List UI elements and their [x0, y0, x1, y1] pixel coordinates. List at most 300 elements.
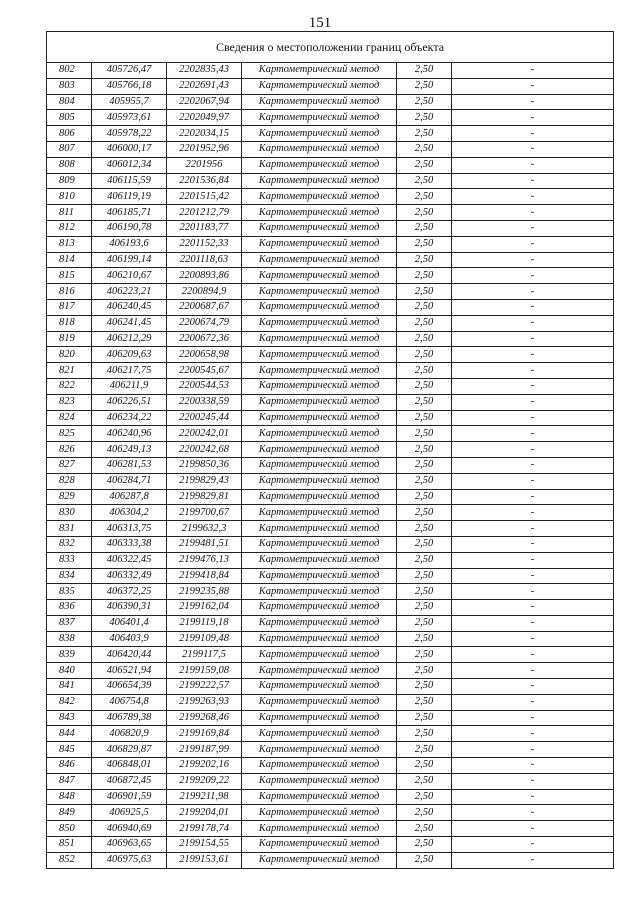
precision-cell: 2,50: [397, 236, 452, 252]
y-coordinate-cell: 2201952,96: [167, 141, 242, 157]
method-cell: Картометрический метод: [242, 536, 397, 552]
table-row: [47, 584, 614, 600]
point-number-cell: 807: [47, 141, 92, 157]
description-cell: -: [452, 220, 614, 236]
precision-cell: 2,50: [397, 726, 452, 742]
precision-cell: 2,50: [397, 94, 452, 110]
precision-cell: 2,50: [397, 710, 452, 726]
precision-cell: 2,50: [397, 552, 452, 568]
y-coordinate-cell: 2200245,44: [167, 410, 242, 426]
y-coordinate-cell: 2201152,33: [167, 236, 242, 252]
table-row: [47, 742, 614, 758]
description-cell: -: [452, 173, 614, 189]
precision-cell: 2,50: [397, 110, 452, 126]
x-coordinate-cell: 406212,29: [92, 331, 167, 347]
description-cell: -: [452, 710, 614, 726]
y-coordinate-cell: 2199829,81: [167, 489, 242, 505]
precision-cell: 2,50: [397, 758, 452, 774]
description-cell: -: [452, 189, 614, 205]
x-coordinate-cell: 406209,63: [92, 347, 167, 363]
table-row: [47, 299, 614, 315]
precision-cell: 2,50: [397, 347, 452, 363]
description-cell: -: [452, 63, 614, 79]
method-cell: Картометрический метод: [242, 220, 397, 236]
table-row: [47, 284, 614, 300]
precision-cell: 2,50: [397, 220, 452, 236]
point-number-cell: 850: [47, 821, 92, 837]
x-coordinate-cell: 406119,19: [92, 189, 167, 205]
y-coordinate-cell: 2199700,67: [167, 505, 242, 521]
method-cell: Картометрический метод: [242, 852, 397, 868]
precision-cell: 2,50: [397, 536, 452, 552]
method-cell: Картометрический метод: [242, 773, 397, 789]
x-coordinate-cell: 405955,7: [92, 94, 167, 110]
precision-cell: 2,50: [397, 568, 452, 584]
table-row: [47, 331, 614, 347]
description-cell: -: [452, 773, 614, 789]
y-coordinate-cell: 2200658,98: [167, 347, 242, 363]
description-cell: -: [452, 726, 614, 742]
method-cell: Картометрический метод: [242, 78, 397, 94]
description-cell: -: [452, 647, 614, 663]
precision-cell: 2,50: [397, 252, 452, 268]
table-row: [47, 536, 614, 552]
method-cell: Картометрический метод: [242, 141, 397, 157]
y-coordinate-cell: 2201212,79: [167, 205, 242, 221]
table-row: [47, 679, 614, 695]
x-coordinate-cell: 406390,31: [92, 600, 167, 616]
point-number-cell: 842: [47, 694, 92, 710]
description-cell: -: [452, 821, 614, 837]
point-number-cell: 831: [47, 521, 92, 537]
page-number: 151: [308, 15, 332, 31]
point-number-cell: 813: [47, 236, 92, 252]
x-coordinate-cell: 406322,45: [92, 552, 167, 568]
method-cell: Картометрический метод: [242, 710, 397, 726]
x-coordinate-cell: 406820,9: [92, 726, 167, 742]
precision-cell: 2,50: [397, 299, 452, 315]
description-cell: -: [452, 378, 614, 394]
table-row: [47, 663, 614, 679]
point-number-cell: 811: [47, 205, 92, 221]
description-cell: -: [452, 694, 614, 710]
precision-cell: 2,50: [397, 78, 452, 94]
description-cell: -: [452, 789, 614, 805]
x-coordinate-cell: 406925,5: [92, 805, 167, 821]
table-row: [47, 252, 614, 268]
description-cell: -: [452, 600, 614, 616]
precision-cell: 2,50: [397, 268, 452, 284]
table-row: [47, 568, 614, 584]
method-cell: Картометрический метод: [242, 473, 397, 489]
description-cell: -: [452, 394, 614, 410]
precision-cell: 2,50: [397, 584, 452, 600]
x-coordinate-cell: 406190,78: [92, 220, 167, 236]
method-cell: Картометрический метод: [242, 789, 397, 805]
description-cell: -: [452, 457, 614, 473]
x-coordinate-cell: 405978,22: [92, 126, 167, 142]
precision-cell: 2,50: [397, 205, 452, 221]
y-coordinate-cell: 2201956: [167, 157, 242, 173]
point-number-cell: 819: [47, 331, 92, 347]
y-coordinate-cell: 2200242,01: [167, 426, 242, 442]
method-cell: Картометрический метод: [242, 694, 397, 710]
point-number-cell: 824: [47, 410, 92, 426]
method-cell: Картометрический метод: [242, 378, 397, 394]
precision-cell: 2,50: [397, 505, 452, 521]
y-coordinate-cell: 2202691,43: [167, 78, 242, 94]
point-number-cell: 812: [47, 220, 92, 236]
y-coordinate-cell: 2202067,94: [167, 94, 242, 110]
x-coordinate-cell: 405726,47: [92, 63, 167, 79]
point-number-cell: 837: [47, 615, 92, 631]
point-number-cell: 840: [47, 663, 92, 679]
description-cell: -: [452, 157, 614, 173]
description-cell: -: [452, 489, 614, 505]
precision-cell: 2,50: [397, 489, 452, 505]
precision-cell: 2,50: [397, 473, 452, 489]
description-cell: -: [452, 268, 614, 284]
point-number-cell: 848: [47, 789, 92, 805]
x-coordinate-cell: 406226,51: [92, 394, 167, 410]
y-coordinate-cell: 2200545,67: [167, 363, 242, 379]
x-coordinate-cell: 406193,6: [92, 236, 167, 252]
y-coordinate-cell: 2199829,43: [167, 473, 242, 489]
point-number-cell: 820: [47, 347, 92, 363]
x-coordinate-cell: 406287,8: [92, 489, 167, 505]
x-coordinate-cell: 406848,01: [92, 758, 167, 774]
method-cell: Картометрический метод: [242, 331, 397, 347]
precision-cell: 2,50: [397, 631, 452, 647]
precision-cell: 2,50: [397, 837, 452, 853]
description-cell: -: [452, 78, 614, 94]
x-coordinate-cell: 406403,9: [92, 631, 167, 647]
description-cell: -: [452, 521, 614, 537]
method-cell: Картометрический метод: [242, 442, 397, 458]
table-row: [47, 852, 614, 868]
point-number-cell: 827: [47, 457, 92, 473]
method-cell: Картометрический метод: [242, 410, 397, 426]
method-cell: Картометрический метод: [242, 63, 397, 79]
precision-cell: 2,50: [397, 157, 452, 173]
description-cell: -: [452, 758, 614, 774]
method-cell: Картометрический метод: [242, 552, 397, 568]
x-coordinate-cell: 406401,4: [92, 615, 167, 631]
precision-cell: 2,50: [397, 394, 452, 410]
table-row: [47, 394, 614, 410]
method-cell: Картометрический метод: [242, 205, 397, 221]
description-cell: -: [452, 284, 614, 300]
precision-cell: 2,50: [397, 600, 452, 616]
table-row: [47, 63, 614, 79]
table-row: [47, 631, 614, 647]
point-number-cell: 843: [47, 710, 92, 726]
description-cell: -: [452, 347, 614, 363]
description-cell: -: [452, 584, 614, 600]
table-row: [47, 268, 614, 284]
method-cell: Картометрический метод: [242, 126, 397, 142]
point-number-cell: 847: [47, 773, 92, 789]
table-row: [47, 789, 614, 805]
description-cell: -: [452, 837, 614, 853]
x-coordinate-cell: 406975,63: [92, 852, 167, 868]
x-coordinate-cell: 406199,14: [92, 252, 167, 268]
table-row: [47, 189, 614, 205]
method-cell: Картометрический метод: [242, 726, 397, 742]
y-coordinate-cell: 2199187,99: [167, 742, 242, 758]
x-coordinate-cell: 406872,45: [92, 773, 167, 789]
x-coordinate-cell: 406901,59: [92, 789, 167, 805]
method-cell: Картометрический метод: [242, 615, 397, 631]
method-cell: Картометрический метод: [242, 315, 397, 331]
x-coordinate-cell: 406284,71: [92, 473, 167, 489]
precision-cell: 2,50: [397, 442, 452, 458]
y-coordinate-cell: 2200338,59: [167, 394, 242, 410]
table-row: [47, 442, 614, 458]
precision-cell: 2,50: [397, 363, 452, 379]
method-cell: Картометрический метод: [242, 837, 397, 853]
table-row: [47, 837, 614, 853]
x-coordinate-cell: 406211,9: [92, 378, 167, 394]
description-cell: -: [452, 852, 614, 868]
point-number-cell: 845: [47, 742, 92, 758]
point-number-cell: 822: [47, 378, 92, 394]
method-cell: Картометрический метод: [242, 568, 397, 584]
point-number-cell: 809: [47, 173, 92, 189]
point-number-cell: 846: [47, 758, 92, 774]
point-number-cell: 828: [47, 473, 92, 489]
x-coordinate-cell: 406304,2: [92, 505, 167, 521]
y-coordinate-cell: 2199209,22: [167, 773, 242, 789]
point-number-cell: 805: [47, 110, 92, 126]
description-cell: -: [452, 805, 614, 821]
table-row: [47, 141, 614, 157]
table-row: [47, 552, 614, 568]
description-cell: -: [452, 742, 614, 758]
table-row: [47, 220, 614, 236]
description-cell: -: [452, 473, 614, 489]
description-cell: -: [452, 252, 614, 268]
table-row: [47, 615, 614, 631]
y-coordinate-cell: 2201536,84: [167, 173, 242, 189]
table-row: [47, 236, 614, 252]
method-cell: Картометрический метод: [242, 805, 397, 821]
point-number-cell: 836: [47, 600, 92, 616]
method-cell: Картометрический метод: [242, 347, 397, 363]
precision-cell: 2,50: [397, 773, 452, 789]
y-coordinate-cell: 2200544,53: [167, 378, 242, 394]
point-number-cell: 826: [47, 442, 92, 458]
precision-cell: 2,50: [397, 63, 452, 79]
table-row: [47, 821, 614, 837]
precision-cell: 2,50: [397, 426, 452, 442]
point-number-cell: 832: [47, 536, 92, 552]
x-coordinate-cell: 406185,71: [92, 205, 167, 221]
method-cell: Картометрический метод: [242, 663, 397, 679]
table-row: [47, 426, 614, 442]
y-coordinate-cell: 2199222,57: [167, 679, 242, 695]
precision-cell: 2,50: [397, 521, 452, 537]
precision-cell: 2,50: [397, 457, 452, 473]
method-cell: Картометрический метод: [242, 758, 397, 774]
method-cell: Картометрический метод: [242, 600, 397, 616]
precision-cell: 2,50: [397, 173, 452, 189]
y-coordinate-cell: 2199153,61: [167, 852, 242, 868]
precision-cell: 2,50: [397, 126, 452, 142]
x-coordinate-cell: 406521,94: [92, 663, 167, 679]
precision-cell: 2,50: [397, 284, 452, 300]
table-row: [47, 521, 614, 537]
x-coordinate-cell: 406240,96: [92, 426, 167, 442]
description-cell: -: [452, 331, 614, 347]
precision-cell: 2,50: [397, 331, 452, 347]
precision-cell: 2,50: [397, 663, 452, 679]
precision-cell: 2,50: [397, 694, 452, 710]
y-coordinate-cell: 2199202,16: [167, 758, 242, 774]
boundary-coordinates-table: [46, 31, 614, 869]
table-row: [47, 647, 614, 663]
y-coordinate-cell: 2200894,9: [167, 284, 242, 300]
table-row: [47, 94, 614, 110]
point-number-cell: 803: [47, 78, 92, 94]
y-coordinate-cell: 2199268,46: [167, 710, 242, 726]
y-coordinate-cell: 2199109,48: [167, 631, 242, 647]
method-cell: Картометрический метод: [242, 457, 397, 473]
x-coordinate-cell: 406281,53: [92, 457, 167, 473]
table-row: [47, 694, 614, 710]
point-number-cell: 808: [47, 157, 92, 173]
y-coordinate-cell: 2199154,55: [167, 837, 242, 853]
point-number-cell: 806: [47, 126, 92, 142]
x-coordinate-cell: 406940,69: [92, 821, 167, 837]
method-cell: Картометрический метод: [242, 173, 397, 189]
table-row: [47, 378, 614, 394]
point-number-cell: 802: [47, 63, 92, 79]
point-number-cell: 844: [47, 726, 92, 742]
precision-cell: 2,50: [397, 852, 452, 868]
table-row: [47, 78, 614, 94]
x-coordinate-cell: 406000,17: [92, 141, 167, 157]
x-coordinate-cell: 406234,22: [92, 410, 167, 426]
y-coordinate-cell: 2199204,01: [167, 805, 242, 821]
table-row: [47, 489, 614, 505]
x-coordinate-cell: 406240,45: [92, 299, 167, 315]
y-coordinate-cell: 2200893,86: [167, 268, 242, 284]
y-coordinate-cell: 2199119,18: [167, 615, 242, 631]
y-coordinate-cell: 2201515,42: [167, 189, 242, 205]
y-coordinate-cell: 2202049,97: [167, 110, 242, 126]
point-number-cell: 851: [47, 837, 92, 853]
table-row: [47, 457, 614, 473]
method-cell: Картометрический метод: [242, 631, 397, 647]
precision-cell: 2,50: [397, 615, 452, 631]
method-cell: Картометрический метод: [242, 647, 397, 663]
x-coordinate-cell: 406115,59: [92, 173, 167, 189]
precision-cell: 2,50: [397, 378, 452, 394]
y-coordinate-cell: 2200674,79: [167, 315, 242, 331]
table-row: [47, 410, 614, 426]
description-cell: -: [452, 663, 614, 679]
x-coordinate-cell: 406241,45: [92, 315, 167, 331]
y-coordinate-cell: 2199263,93: [167, 694, 242, 710]
table-row: [47, 505, 614, 521]
table-row: [47, 205, 614, 221]
y-coordinate-cell: 2199235,88: [167, 584, 242, 600]
method-cell: Картометрический метод: [242, 489, 397, 505]
x-coordinate-cell: 406754,8: [92, 694, 167, 710]
description-cell: -: [452, 126, 614, 142]
point-number-cell: 834: [47, 568, 92, 584]
point-number-cell: 829: [47, 489, 92, 505]
x-coordinate-cell: 406313,75: [92, 521, 167, 537]
description-cell: -: [452, 363, 614, 379]
description-cell: -: [452, 315, 614, 331]
method-cell: Картометрический метод: [242, 521, 397, 537]
point-number-cell: 821: [47, 363, 92, 379]
y-coordinate-cell: 2199850,36: [167, 457, 242, 473]
table-row: [47, 473, 614, 489]
method-cell: Картометрический метод: [242, 505, 397, 521]
description-cell: -: [452, 631, 614, 647]
x-coordinate-cell: 406963,65: [92, 837, 167, 853]
table-row: [47, 126, 614, 142]
y-coordinate-cell: 2199162,04: [167, 600, 242, 616]
y-coordinate-cell: 2199178,74: [167, 821, 242, 837]
method-cell: Картометрический метод: [242, 94, 397, 110]
method-cell: Картометрический метод: [242, 394, 397, 410]
y-coordinate-cell: 2199159,08: [167, 663, 242, 679]
table-row: [47, 110, 614, 126]
x-coordinate-cell: 406249,13: [92, 442, 167, 458]
table-row: [47, 363, 614, 379]
point-number-cell: 814: [47, 252, 92, 268]
y-coordinate-cell: 2199169,84: [167, 726, 242, 742]
x-coordinate-cell: 406372,25: [92, 584, 167, 600]
y-coordinate-cell: 2200687,67: [167, 299, 242, 315]
table-row: [47, 347, 614, 363]
point-number-cell: 804: [47, 94, 92, 110]
description-cell: -: [452, 110, 614, 126]
point-number-cell: 823: [47, 394, 92, 410]
method-cell: Картометрический метод: [242, 679, 397, 695]
precision-cell: 2,50: [397, 742, 452, 758]
point-number-cell: 816: [47, 284, 92, 300]
point-number-cell: 838: [47, 631, 92, 647]
description-cell: -: [452, 505, 614, 521]
point-number-cell: 833: [47, 552, 92, 568]
y-coordinate-cell: 2199211,98: [167, 789, 242, 805]
point-number-cell: 839: [47, 647, 92, 663]
precision-cell: 2,50: [397, 647, 452, 663]
x-coordinate-cell: 406012,34: [92, 157, 167, 173]
table-title-row: [47, 32, 614, 63]
description-cell: -: [452, 552, 614, 568]
precision-cell: 2,50: [397, 679, 452, 695]
precision-cell: 2,50: [397, 805, 452, 821]
method-cell: Картометрический метод: [242, 742, 397, 758]
table-row: [47, 173, 614, 189]
point-number-cell: 815: [47, 268, 92, 284]
description-cell: -: [452, 141, 614, 157]
x-coordinate-cell: 406654,39: [92, 679, 167, 695]
description-cell: -: [452, 94, 614, 110]
x-coordinate-cell: 405766,18: [92, 78, 167, 94]
x-coordinate-cell: 406210,67: [92, 268, 167, 284]
point-number-cell: 818: [47, 315, 92, 331]
precision-cell: 2,50: [397, 189, 452, 205]
method-cell: Картометрический метод: [242, 252, 397, 268]
point-number-cell: 825: [47, 426, 92, 442]
